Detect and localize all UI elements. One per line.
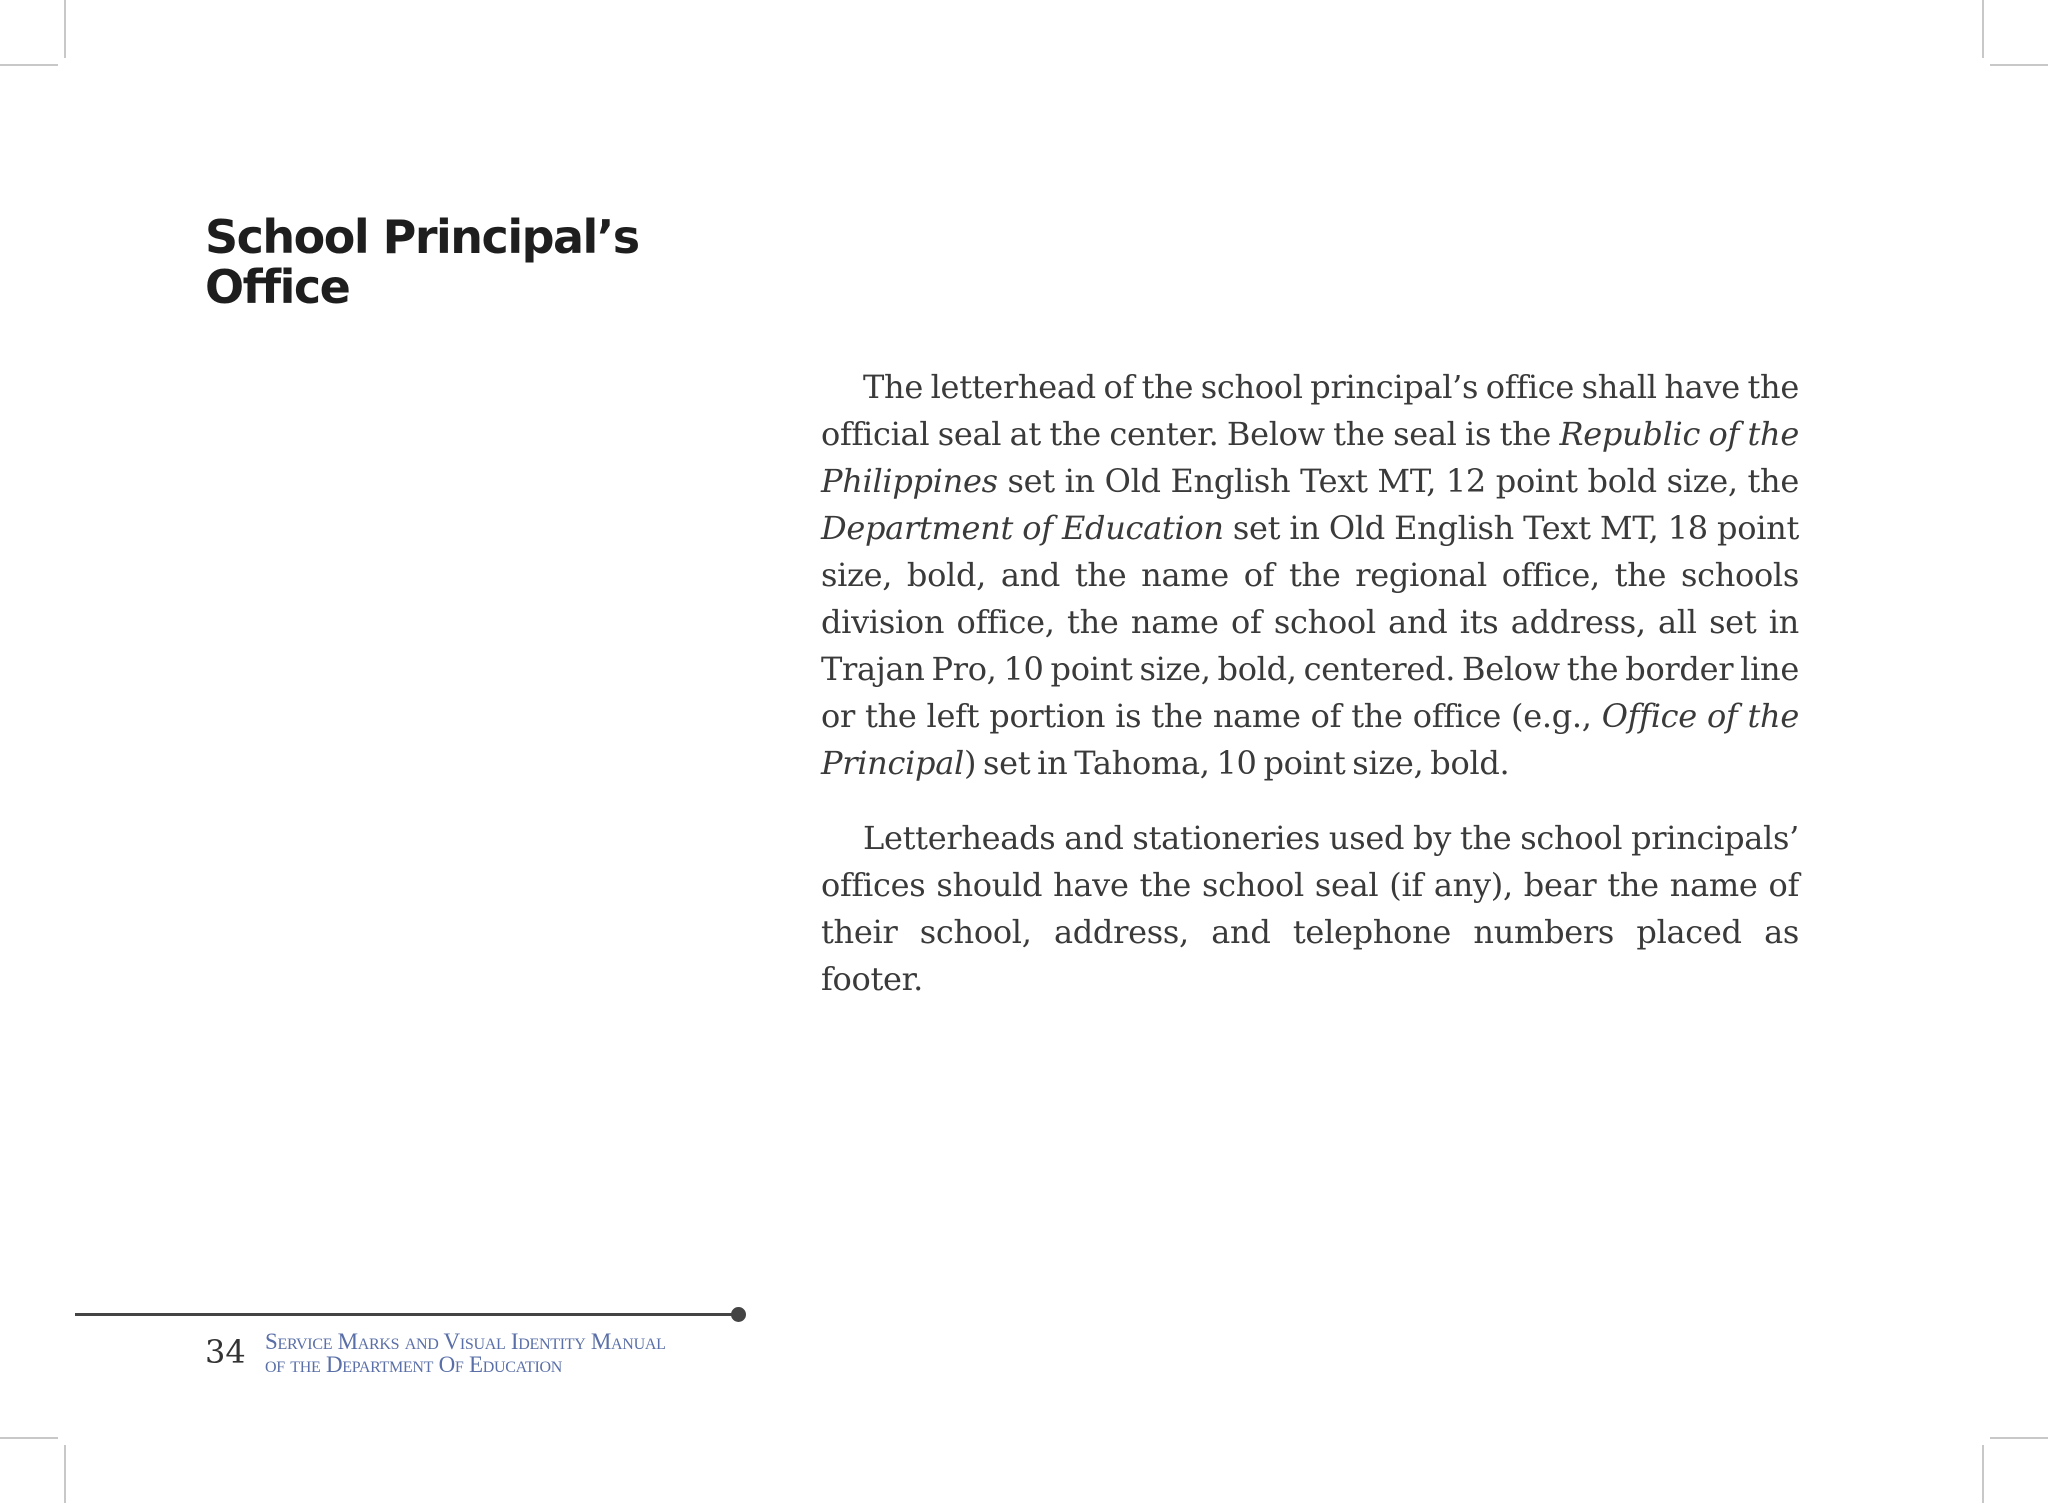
- body-text: [821, 364, 1799, 1031]
- crop-mark-bottom-left-horizontal: [0, 1437, 58, 1439]
- page-number: 34: [205, 1333, 246, 1371]
- crop-mark-bottom-left-vertical: [64, 1445, 66, 1503]
- section-heading-line-1: School Principal’s: [205, 210, 639, 264]
- footer-manual-title: [265, 1330, 666, 1376]
- crop-mark-top-left-horizontal: [0, 64, 58, 66]
- section-heading-line-2: Office: [205, 260, 350, 314]
- crop-mark-top-right-vertical: [1982, 0, 1984, 58]
- crop-mark-top-left-vertical: [64, 0, 66, 58]
- paragraph-1-text-2: set in Old English Text MT, 12 point bold size, the: [997, 462, 1799, 500]
- footer-rule-dot: [731, 1307, 746, 1322]
- section-heading: [205, 212, 639, 312]
- footer-rule: [75, 1313, 735, 1316]
- paragraph-1-text-3: set in Old English Text MT, 18 point size, bold, and the name of the regional office, the schools division office, the name of school and its address, all set in Trajan Pro, 10 point size, bold, centered. Below the border line or the left portion is the name of the office (e.g.,: [821, 509, 1800, 735]
- crop-mark-top-right-horizontal: [1990, 64, 2048, 66]
- paragraph-1-italic-office: Office of the Principal: [821, 697, 1799, 782]
- paragraph-1-text-4: ) set in Tahoma, 10 point size, bold.: [963, 744, 1510, 782]
- paragraph-1-text-1: The letterhead of the school principal’s office shall have the official seal at the center. Below the seal is the: [821, 368, 1799, 453]
- crop-mark-bottom-right-horizontal: [1990, 1437, 2048, 1439]
- crop-mark-bottom-right-vertical: [1982, 1445, 1984, 1503]
- footer-title-line-2: of the Department Of Education: [265, 1352, 563, 1377]
- paragraph-1-italic-republic: Republic of the Philippines: [821, 415, 1799, 500]
- paragraph-stationeries: Letterheads and stationeries used by the school principals’ offices should have the school seal (if any), bear the name of their school, address, and telephone numbers placed as footer.: [821, 819, 1799, 998]
- paragraph-1-italic-department: Department of Education: [821, 509, 1224, 547]
- paragraph-letterhead-spec: [821, 364, 1799, 787]
- footer-title-line-1: Service Marks and Visual Identity Manual: [265, 1329, 666, 1354]
